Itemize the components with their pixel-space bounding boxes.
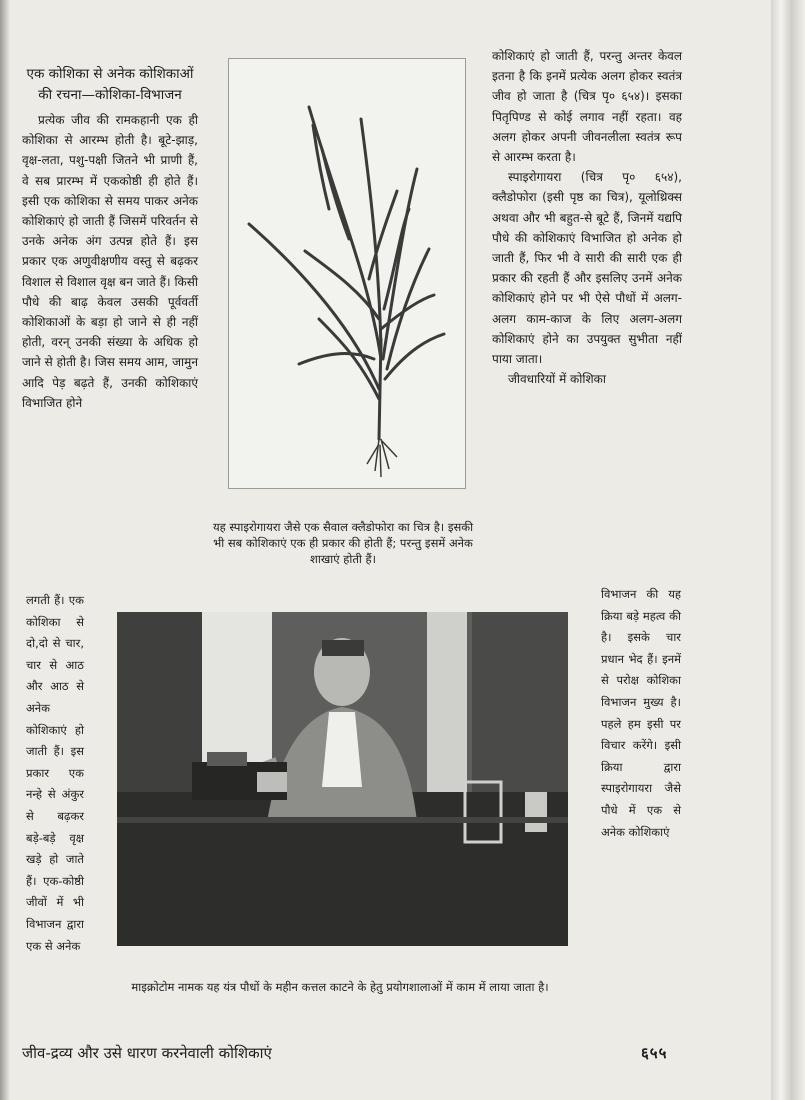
spirogyra-caption: यह स्पाइरोगायरा जैसे एक सैवाल क्लैडोफोरा का चित्र है। इसकी भी सब कोशिकाएं एक ही प्रकार की होती हैं; परन्तु इसमें अनेक शाखाएं होती हैं।: [212, 519, 474, 566]
right-paragraph-continued: विभाजन की यह क्रिया बड़े महत्व की है। इसके चार प्रधान भेद हैं। इनमें से परोक्ष कोशिका विभाजन मुख्य है। पहले हम इसी पर विचार करेंगे। इसी क्रिया द्वारा स्पाइरोगायरा जैसे पौधे में एक से अनेक कोशिकाएं: [601, 587, 681, 839]
right-column: [492, 46, 682, 389]
running-footer-title: जीव-द्रव्य और उसे धारण करनेवाली कोशिकाएं: [22, 1044, 272, 1062]
right-column-continued: [601, 584, 681, 843]
right-paragraph: स्पाइरोगायरा (चित्र पृ० ६५४), क्लैडोफोरा (इसी पृष्ठ का चित्र), यूलोथ्रिक्स अथवा और भी बहुत-से बूटे हैं, जिनमें यद्यपि पौधे की कोशिकाएं विभाजित हो अनेक हो जाती हैं, फिर भी वे सारी की सारी एक ही प्रकार की रहती हैं और इसलिए उनमें अनेक कोशिकाएं होने पर भी ऐसे पौधों में अलग-अलग काम-काज के लिए अलग-अलग कोशिकाएं होने का उपयुक्त सुभीता नहीं पाया जाता।: [492, 170, 682, 367]
left-paragraph: प्रत्येक जीव की रामकहानी एक ही कोशिका से आरम्भ होती है। बूटे-झाड़, वृक्ष-लता, पशु-पक्षी जितने भी प्राणी हैं, वे सब प्रारम्भ में एककोष्ठी ही होते हैं। इसी एक कोशिका से समय पाकर अनेक कोशिकाएं हो जाती हैं जिसमें परिवर्तन से उनके अनेक अंग उत्पन्न होते हैं। इस प्रकार एक अणुवीक्षणीय वस्तु से बढ़कर विशाल से विशाल वृक्ष बन जाते हैं। किसी पौधे की बाढ़ केवल उसकी पूर्ववर्ती कोशिकाओं के बड़ा हो जाने से ही नहीं होती, वरन् उनकी संख्या के अधिक हो जाने से होती है। जिस समय आम, जामुन आदि पेड़ बढ़ते हैं, उनकी कोशिकाएं विभाजित होने: [22, 113, 198, 410]
page-number: ६५५: [641, 1044, 668, 1062]
left-paragraph-continued: लगती हैं। एक कोशिका से दो,दो से चार, चार से आठ और आठ से अनेक कोशिकाएं हो जाती हैं। इस प्रकार एक नन्हे से अंकुर से बढ़कर बड़े-बड़े वृक्ष खड़े हो जाते हैं। एक-कोष्ठी जीवों में भी विभाजन द्वारा एक से अनेक: [26, 593, 84, 953]
spirogyra-photo: [228, 58, 466, 489]
page-edge-stack: [771, 0, 805, 1100]
microtome-photo: [117, 612, 568, 946]
right-paragraph: जीवधारियों में कोशिका: [508, 372, 606, 387]
microtome-caption: माइक्रोटोम नामक यह यंत्र पौधों के महीन कत्तल काटने के हेतु प्रयोगशालाओं में काम में लाया जाता है।: [131, 979, 549, 994]
left-column: [22, 64, 198, 413]
algae-illustration: [229, 59, 465, 488]
left-column-continued: [26, 590, 84, 957]
section-heading: एक कोशिका से अनेक कोशिकाओं की रचना—कोशिका-विभाजन: [26, 66, 194, 103]
binding-shadow: [0, 0, 10, 1100]
right-paragraph: कोशिकाएं हो जाती हैं, परन्तु अन्तर केवल इतना है कि इनमें प्रत्येक अलग होकर स्वतंत्र जीव हो जाता है (चित्र पृ० ६५४)। इसका पितृपिण्ड से कोई लगाव नहीं रहता। वह अलग होकर अपनी जीवनलीला स्वतंत्र रूप से आरम्भ करता है।: [492, 49, 682, 165]
lab-scene-illustration: [117, 612, 568, 946]
